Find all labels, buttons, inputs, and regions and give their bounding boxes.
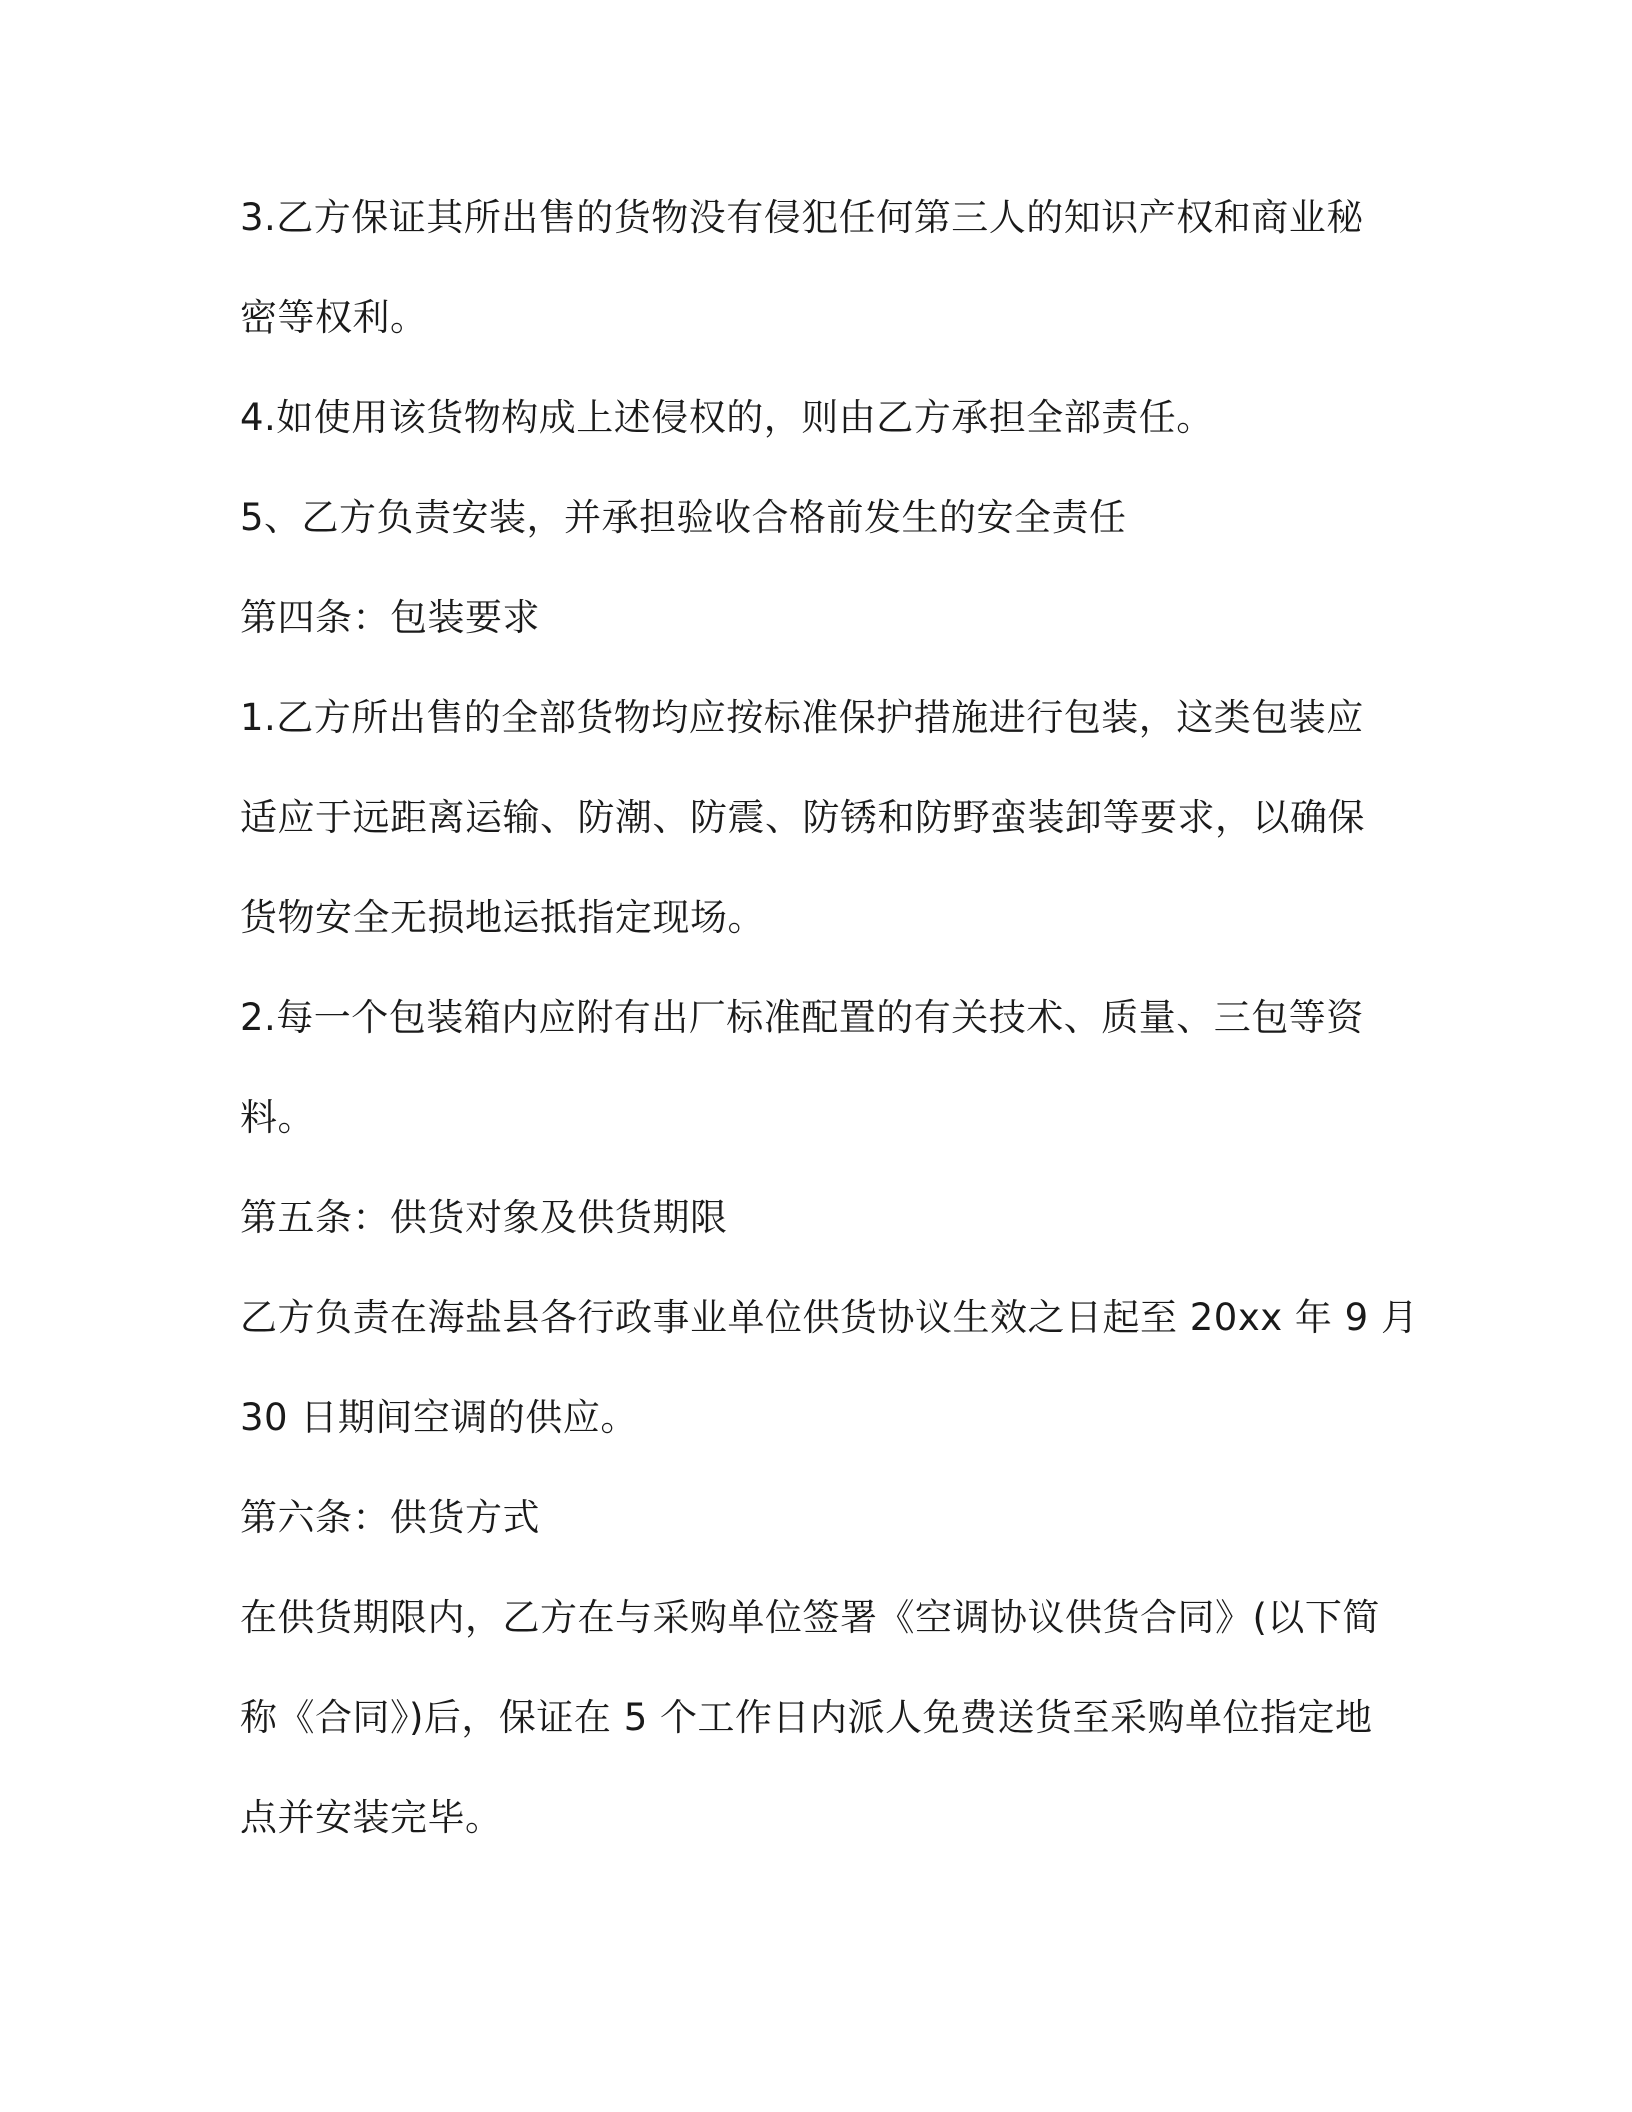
article-5-heading: 第五条：供货对象及供货期限 [240,1196,728,1239]
clause-4: 4.如使用该货物构成上述侵权的，则由乙方承担全部责任。 [240,396,1214,439]
article-4-item-2-line-2: 料。 [240,1096,315,1139]
article-6-body-line-3: 点并安装完毕。 [240,1796,503,1839]
clause-3-line-1: 3.乙方保证其所出售的货物没有侵犯任何第三人的知识产权和商业秘 [240,196,1364,239]
article-6-heading: 第六条：供货方式 [240,1496,540,1539]
article-4-heading: 第四条：包装要求 [240,596,540,639]
clause-3-line-2: 密等权利。 [240,296,428,339]
article-4-item-1-line-3: 货物安全无损地运抵指定现场。 [240,896,765,939]
clause-5: 5、乙方负责安装，并承担验收合格前发生的安全责任 [240,496,1127,539]
article-4-item-1-line-1: 1.乙方所出售的全部货物均应按标准保护措施进行包装，这类包装应 [240,696,1364,739]
article-6-body-line-2: 称《合同》)后，保证在 5 个工作日内派人免费送货至采购单位指定地 [240,1696,1373,1739]
article-5-body-line-2: 30 日期间空调的供应。 [240,1396,638,1439]
article-4-item-2-line-1: 2.每一个包装箱内应附有出厂标准配置的有关技术、质量、三包等资 [240,996,1364,1039]
article-6-body-line-1: 在供货期限内，乙方在与采购单位签署《空调协议供货合同》(以下简 [240,1596,1380,1639]
article-5-body-line-1: 乙方负责在海盐县各行政事业单位供货协议生效之日起至 20xx 年 9 月 [240,1296,1419,1339]
article-4-item-1-line-2: 适应于远距离运输、防潮、防震、防锈和防野蛮装卸等要求，以确保 [240,796,1365,839]
